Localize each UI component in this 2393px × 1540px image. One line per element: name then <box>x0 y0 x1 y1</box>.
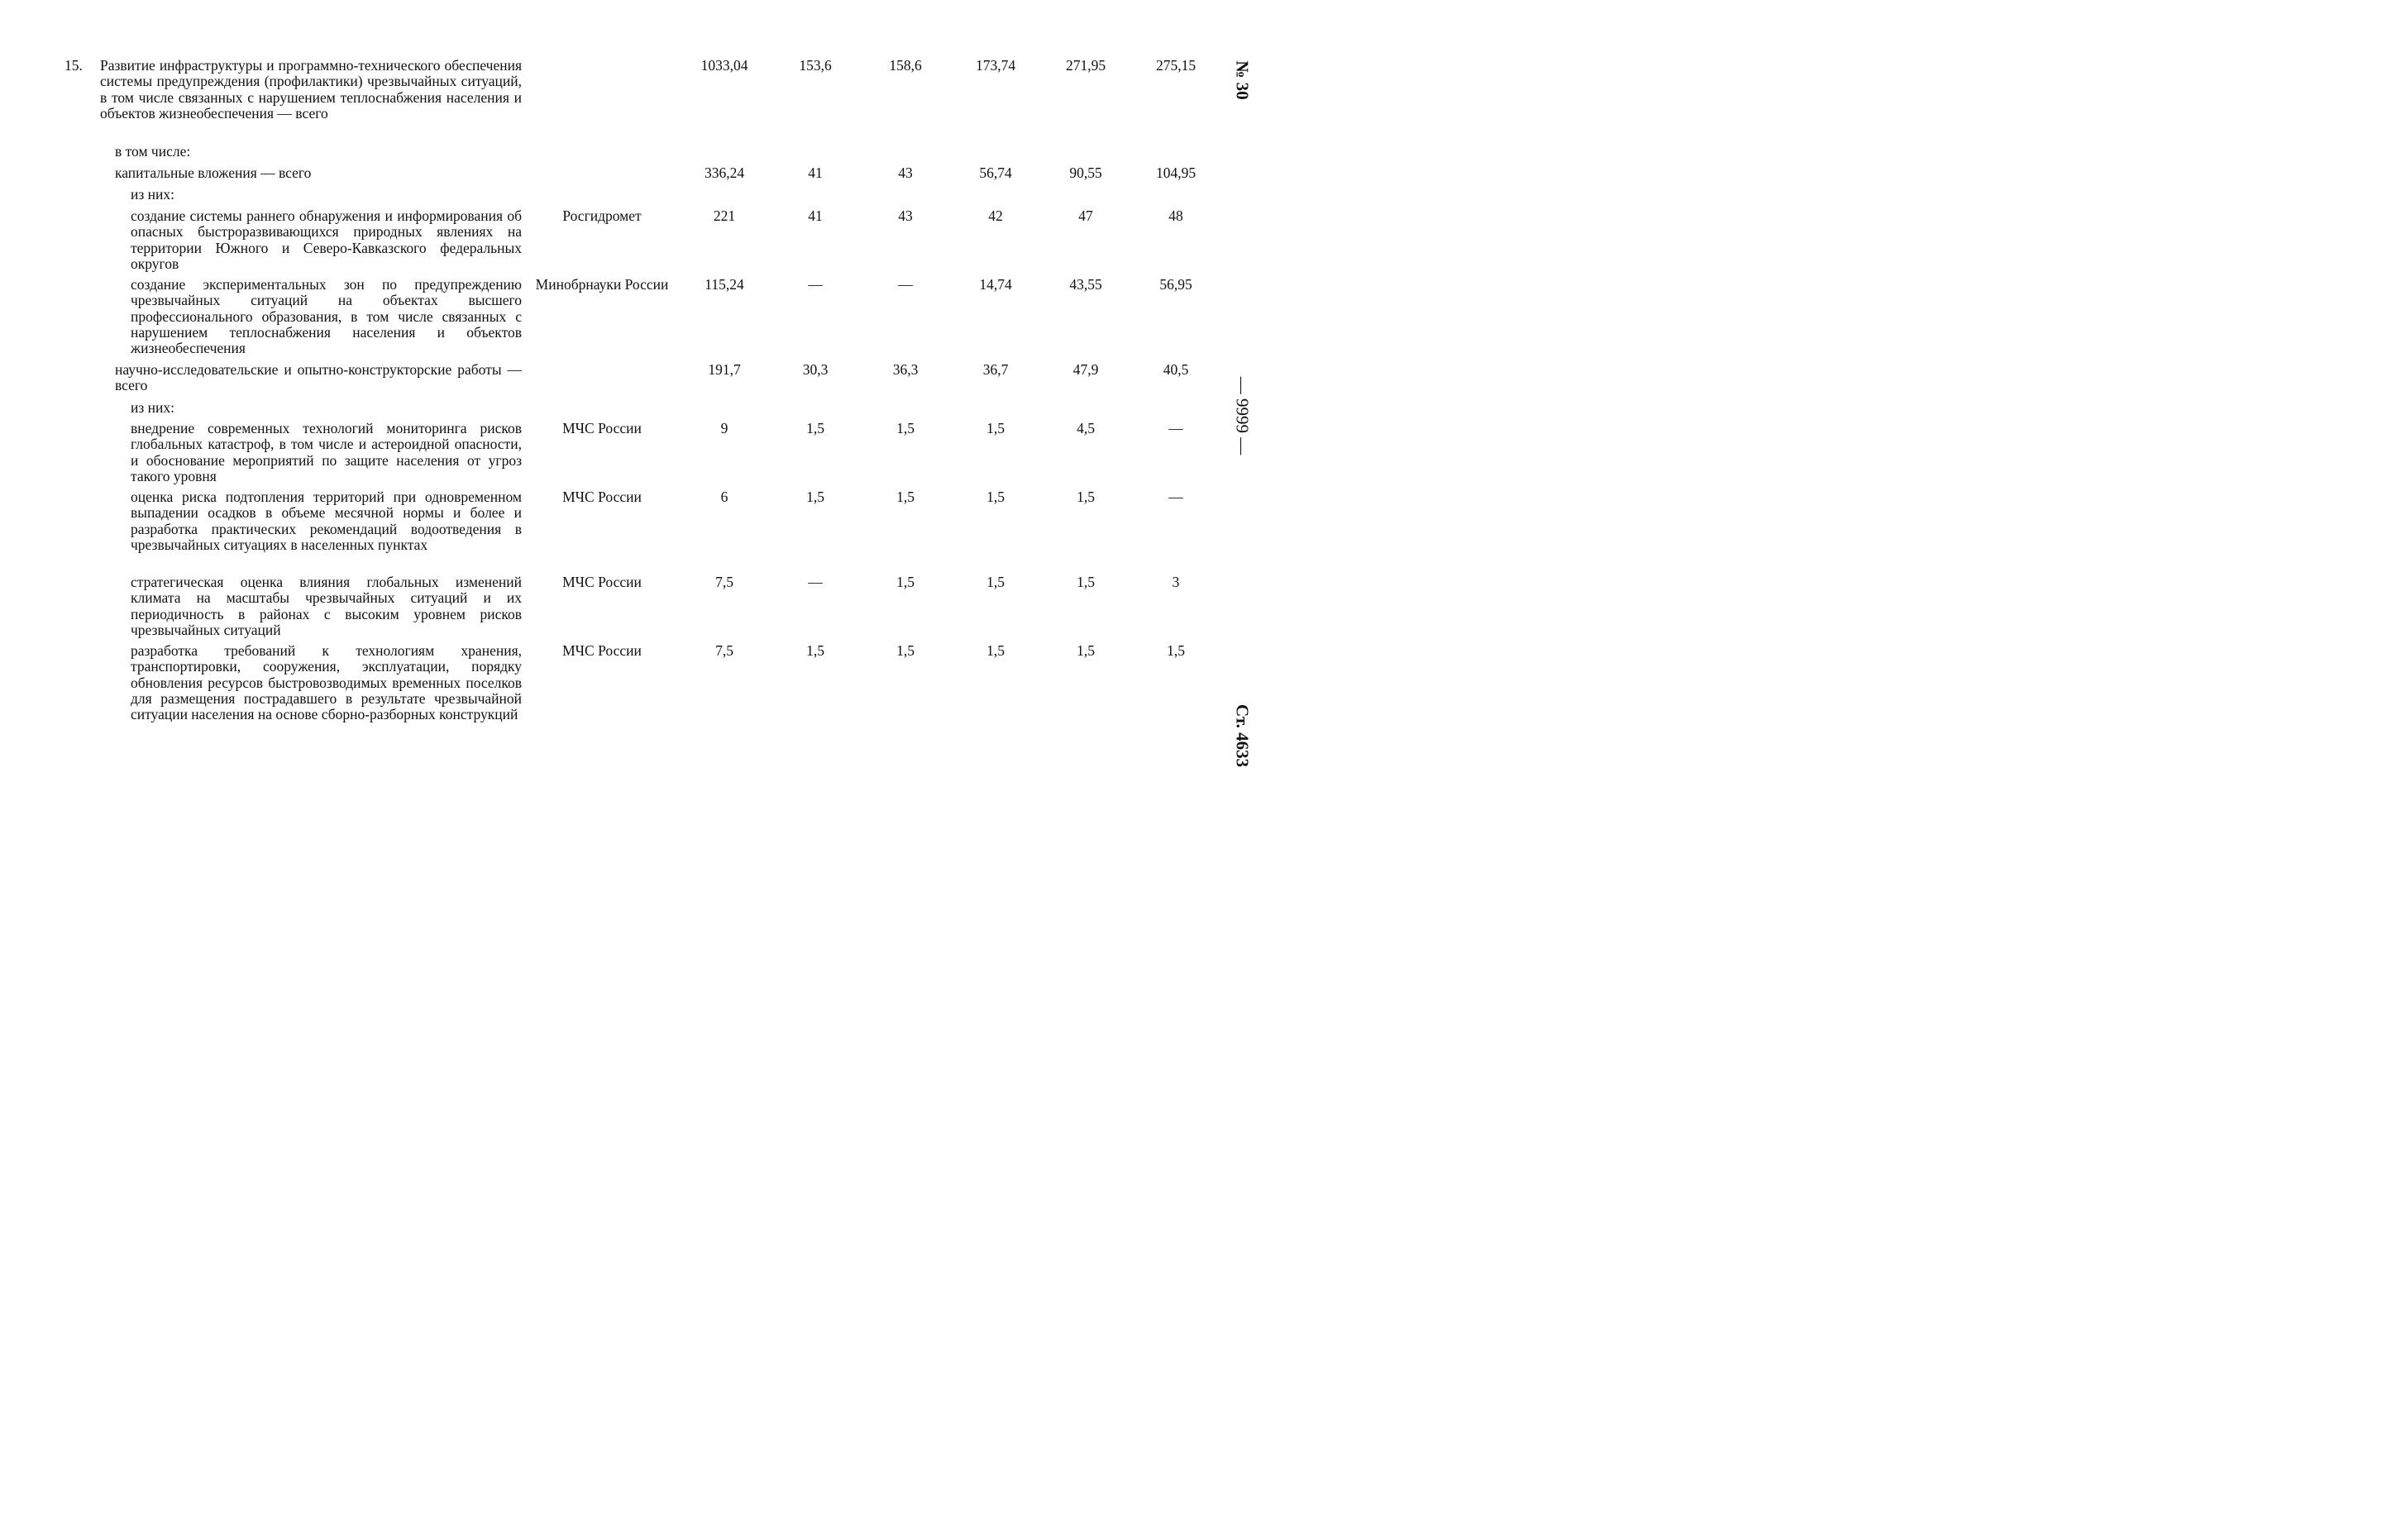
page-number: — 9999 — <box>1232 376 1253 455</box>
row-value: 1,5 <box>896 574 915 590</box>
row-value: — <box>1168 420 1183 436</box>
row-value: — <box>1168 489 1183 505</box>
row-value: 1,5 <box>1077 489 1095 505</box>
row-value: 1,5 <box>806 420 824 436</box>
row-value: 115,24 <box>705 276 744 293</box>
row-description: разработка требований к технологиям хранения, транспортировки, сооружения, эксплуатации, порядку обновления ресурсов быстровозводимых временных поселков для размещения пострадавшего в результате чрезвычайной ситуации населения на основе сборно-разборных конструкций <box>131 642 522 723</box>
row-description: оценка риска подтопления территорий при одновременном выпадении осадков в объеме месячной нормы и более и разработка практических рекомендаций водоотведения в чрезвычайных ситуациях в населенных пунктах <box>131 489 522 553</box>
row-description: капитальные вложения — всего <box>115 164 312 181</box>
row-description: из них: <box>131 186 174 203</box>
row-value: 275,15 <box>1155 57 1196 74</box>
row-description: в том числе: <box>115 143 191 160</box>
row-value: 1,5 <box>806 489 824 505</box>
row-value: 1,5 <box>896 489 915 505</box>
row-value: 43,55 <box>1069 276 1102 293</box>
row-value: 43 <box>898 207 913 224</box>
row-value: 90,55 <box>1069 164 1102 181</box>
row-description: научно-исследовательские и опытно-конструкторские работы — всего <box>115 361 522 394</box>
article-number: Ст. 4633 <box>1232 703 1253 768</box>
row-value: 1,5 <box>986 420 1005 436</box>
row-description: стратегическая оценка влияния глобальных изменений климата на масштабы чрезвычайных ситуаций и их периодичность в районах с высоким уровнем рисков чрезвычайных ситуаций <box>131 574 522 638</box>
row-executor: МЧС России <box>562 574 642 590</box>
row-value: 173,74 <box>975 57 1016 74</box>
row-value: 40,5 <box>1163 361 1189 378</box>
row-value: 48 <box>1168 207 1183 224</box>
row-value: 43 <box>898 164 913 181</box>
row-executor: Минобрнауки России <box>535 276 669 293</box>
row-value: 3 <box>1172 574 1180 590</box>
row-value: 36,7 <box>982 361 1009 378</box>
row-value: 9 <box>720 420 728 436</box>
row-description: создание экспериментальных зон по предупреждению чрезвычайных ситуаций на объектах высшего профессионального образования, в том числе связанных с нарушением теплоснабжения населения и объектов жизнеобеспечения <box>131 276 522 357</box>
row-value: 1,5 <box>1077 574 1095 590</box>
row-value: 41 <box>808 164 823 181</box>
row-executor: Росгидромет <box>562 207 642 224</box>
row-value: 1,5 <box>986 642 1005 659</box>
row-executor: МЧС России <box>562 642 642 659</box>
row-value: 14,74 <box>979 276 1012 293</box>
row-value: 1,5 <box>1077 642 1095 659</box>
row-value: 56,74 <box>979 164 1012 181</box>
row-value: 6 <box>720 489 728 505</box>
row-value: 271,95 <box>1065 57 1106 74</box>
row-value: 4,5 <box>1077 420 1095 436</box>
row-description: Развитие инфраструктуры и программно-технического обеспечения системы предупреждения (профилактики) чрезвычайных ситуаций, в том числе связанных с нарушением теплоснабжения населения и объектов жизнеобеспечения — всего <box>100 57 522 122</box>
row-value: 7,5 <box>715 574 733 590</box>
row-executor: МЧС России <box>562 489 642 505</box>
row-value: — <box>808 574 823 590</box>
row-value: 36,3 <box>892 361 919 378</box>
row-value: 1,5 <box>986 489 1005 505</box>
row-value: 1033,04 <box>700 57 748 74</box>
row-value: — <box>898 276 913 293</box>
row-value: 191,7 <box>708 361 741 378</box>
row-value: 1,5 <box>896 642 915 659</box>
row-value: 221 <box>713 207 736 224</box>
row-value: 47 <box>1078 207 1093 224</box>
row-value: 1,5 <box>896 420 915 436</box>
issue-number: № 30 <box>1232 60 1253 100</box>
row-value: 104,95 <box>1155 164 1196 181</box>
row-value: 47,9 <box>1072 361 1099 378</box>
row-value: — <box>808 276 823 293</box>
row-value: 1,5 <box>806 642 824 659</box>
row-value: 42 <box>988 207 1003 224</box>
program-table <box>0 0 1278 842</box>
row-value: 158,6 <box>889 57 922 74</box>
row-value: 1,5 <box>1167 642 1185 659</box>
row-description: внедрение современных технологий мониторинга рисков глобальных катастроф, в том числе и астероидной опасности, и обоснование мероприятий по защите населения от угроз такого уровня <box>131 420 522 484</box>
row-value: 7,5 <box>715 642 733 659</box>
row-value: 41 <box>808 207 823 224</box>
row-value: 30,3 <box>802 361 829 378</box>
row-value: 336,24 <box>704 164 745 181</box>
row-value: 1,5 <box>986 574 1005 590</box>
row-description: из них: <box>131 399 174 416</box>
row-value: 56,95 <box>1159 276 1192 293</box>
row-executor: МЧС России <box>562 420 642 436</box>
row-value: 153,6 <box>799 57 832 74</box>
row-number: 15. <box>64 57 83 74</box>
row-description: создание системы раннего обнаружения и информирования об опасных быстроразвивающихся природных явлениях на территории Южного и Северо-Кавказского федеральных округов <box>131 207 522 272</box>
